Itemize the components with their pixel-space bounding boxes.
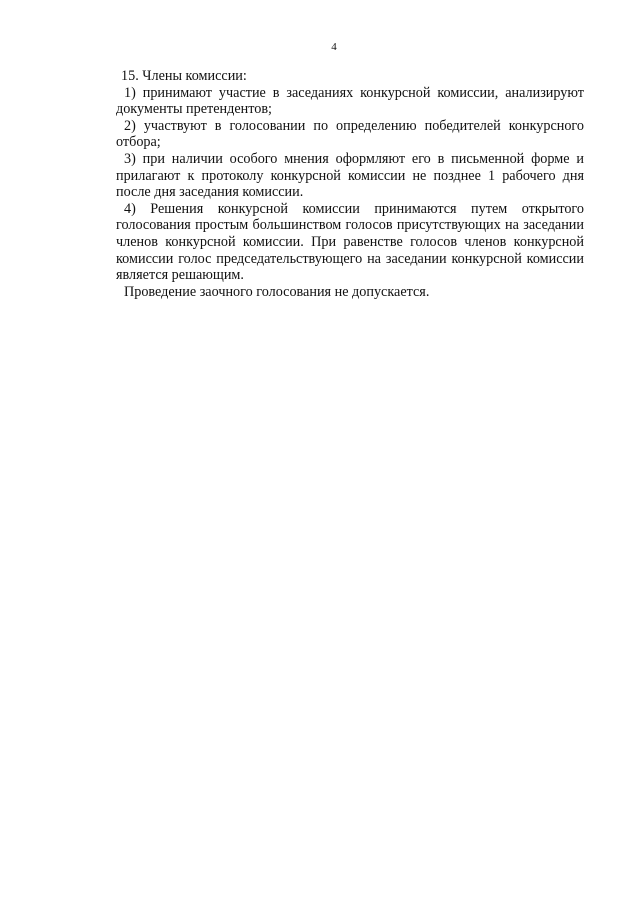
page-number: 4 bbox=[331, 41, 337, 53]
list-item-4: 4) Решения конкурсной комиссии принимаются путем открытого голосования простым большинством голосов присутствующих на заседании членов конкурсной комиссии. При равенстве голосов членов конкурсной комиссии голос председательствующего на заседании конкурсной комиссии является решающим. bbox=[116, 200, 584, 284]
section-heading-15: 15. Члены комиссии: bbox=[121, 68, 247, 84]
closing-paragraph: Проведение заочного голосования не допускается. bbox=[124, 283, 430, 300]
list-item-2: 2) участвуют в голосовании по определению победителей конкурсного отбора; bbox=[116, 117, 584, 151]
list-item-1: 1) принимают участие в заседаниях конкурсной комиссии, анализируют документы претендентов; bbox=[116, 84, 584, 118]
list-item-3: 3) при наличии особого мнения оформляют его в письменной форме и прилагают к протоколу конкурсной комиссии не позднее 1 рабочего дня после дня заседания комиссии. bbox=[116, 150, 584, 201]
document-body bbox=[116, 68, 584, 300]
